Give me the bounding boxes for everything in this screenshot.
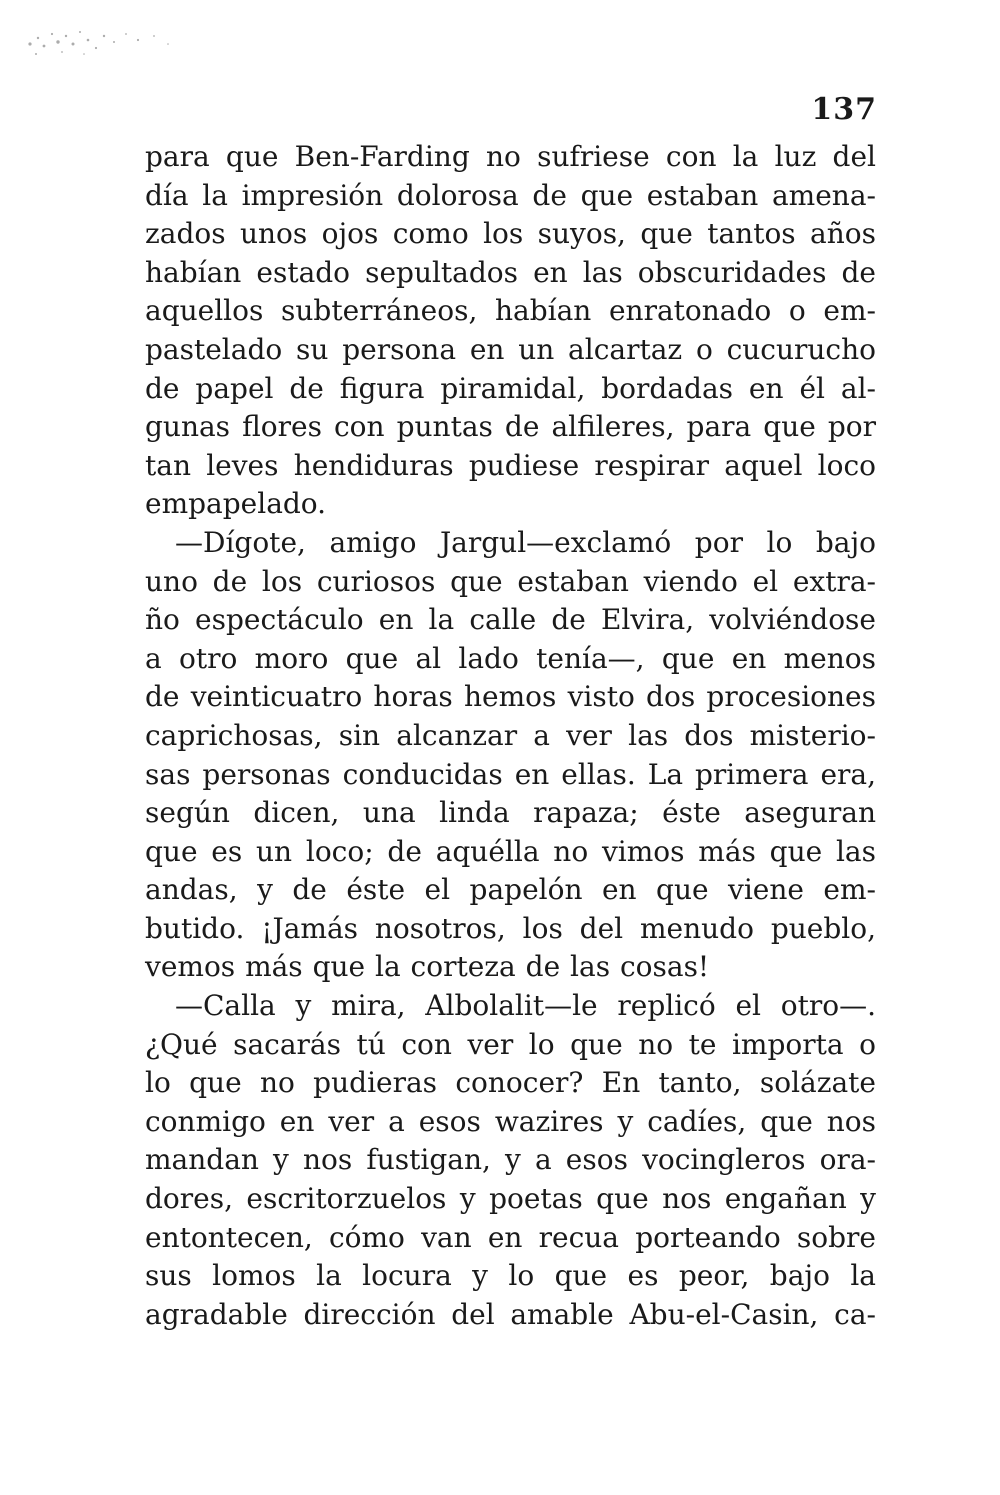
text-line: día la impresión dolorosa de que estaban amena- <box>145 178 876 212</box>
text-line: andas, y de éste el papelón en que viene em- <box>145 873 876 907</box>
text-line: lo que no pudieras conocer? En tanto, solázate <box>145 1066 876 1100</box>
text-line: sas personas conducidas en ellas. La primera era, <box>145 757 876 791</box>
text-line: conmigo en ver a esos wazires y cadíes, que nos <box>145 1104 876 1138</box>
text-line: de veinticuatro horas hemos visto dos procesiones <box>145 680 876 714</box>
print-smudge <box>18 14 218 64</box>
text-line: —Calla y mira, Albolalit—le replicó el otro—. <box>175 989 876 1023</box>
text-line: zados unos ojos como los suyos, que tantos años <box>145 217 876 251</box>
text-line: de papel de figura piramidal, bordadas en él al- <box>145 371 876 405</box>
text-line: empapelado. <box>145 487 327 521</box>
text-line: —Dígote, amigo Jargul—exclamó por lo bajo <box>175 525 876 559</box>
text-line: butido. ¡Jamás nosotros, los del menudo pueblo, <box>145 911 876 945</box>
text-line: que es un loco; de aquélla no vimos más que las <box>145 834 876 868</box>
body-text <box>145 138 876 1334</box>
text-line: tan leves hendiduras pudiese respirar aquel loco <box>145 448 876 482</box>
text-line: ño espectáculo en la calle de Elvira, volviéndose <box>145 603 876 637</box>
text-line: gunas flores con puntas de alfileres, para que por <box>145 410 876 444</box>
text-line: vemos más que la corteza de las cosas! <box>145 950 710 984</box>
text-line: aquellos subterráneos, habían enratonado o em- <box>145 294 876 328</box>
text-line: agradable dirección del amable Abu-el-Casin, ca- <box>145 1297 876 1331</box>
text-line: sus lomos la locura y lo que es peor, bajo la <box>145 1259 876 1293</box>
text-line: dores, escritorzuelos y poetas que nos engañan y <box>145 1182 876 1216</box>
text-line: mandan y nos fustigan, y a esos vocingleros ora- <box>145 1143 876 1177</box>
page-number: 137 <box>811 92 877 127</box>
text-line: habían estado sepultados en las obscuridades de <box>145 255 876 289</box>
text-line: según dicen, una linda rapaza; éste aseguran <box>145 796 876 830</box>
text-line: para que Ben-Farding no sufriese con la luz del <box>145 140 876 173</box>
text-line: uno de los curiosos que estaban viendo el extra- <box>145 564 876 598</box>
text-line: entontecen, cómo van en recua porteando sobre <box>145 1220 876 1254</box>
text-line: pastelado su persona en un alcartaz o cucurucho <box>145 332 876 366</box>
text-line: ¿Qué sacarás tú con ver lo que no te importa o <box>145 1027 876 1061</box>
text-line: a otro moro que al lado tenía—, que en menos <box>145 641 876 675</box>
text-line: caprichosas, sin alcanzar a ver las dos misterio- <box>145 718 876 752</box>
